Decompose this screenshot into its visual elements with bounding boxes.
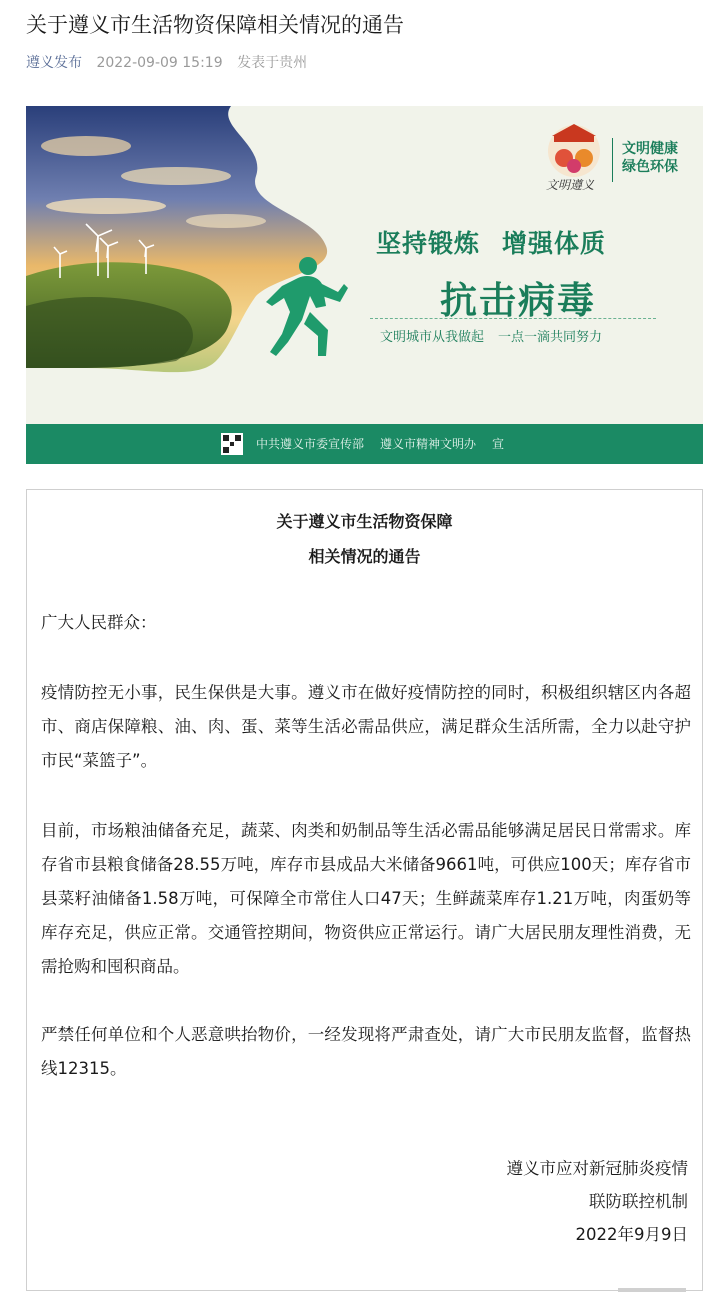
notice-paragraph-3: 严禁任何单位和个人恶意哄抬物价，一经发现将严肃查处，请广大市民朋友监督，监督热线12315。 bbox=[41, 1025, 691, 1078]
banner-slogan-main: 抗击病毒 bbox=[440, 279, 596, 322]
logo-text bbox=[622, 140, 678, 176]
author-link[interactable]: 遵义发布 bbox=[26, 55, 82, 71]
civilized-city-logo bbox=[548, 124, 600, 177]
slogan-part1: 坚持锻炼 bbox=[376, 229, 481, 258]
banner-image bbox=[26, 106, 703, 464]
signature-date: 2022年9月9日 bbox=[575, 1225, 688, 1244]
notice-heading-line2: 相关情况的通告 bbox=[308, 547, 421, 566]
qr-code-icon bbox=[221, 433, 243, 455]
notice-heading-line1: 关于遵义市生活物资保障 bbox=[276, 512, 453, 531]
banner-illustration bbox=[26, 106, 703, 464]
notice-salutation: 广大人民群众： bbox=[41, 613, 157, 632]
logo-text-line1: 文明健康 bbox=[622, 141, 678, 157]
slogan-sub2: 一点一滴共同努力 bbox=[498, 330, 603, 345]
footer-org2: 遵义市精神文明办 bbox=[380, 437, 477, 451]
publish-datetime: 2022-09-09 15:19 bbox=[96, 55, 223, 71]
notice-signature bbox=[507, 1152, 689, 1251]
logo-text-line2: 绿色环保 bbox=[622, 159, 678, 175]
logo-signature: 文明遵义 bbox=[546, 178, 595, 192]
article-meta bbox=[26, 53, 307, 73]
banner-slogan-sub bbox=[380, 326, 602, 345]
footer-suffix: 宣 bbox=[492, 437, 505, 451]
banner-divider bbox=[370, 318, 656, 319]
article-title: 关于遵义市生活物资保障相关情况的通告 bbox=[26, 13, 404, 37]
logo-separator bbox=[612, 138, 613, 182]
banner-slogan-primary bbox=[376, 224, 606, 260]
slogan-part2: 增强体质 bbox=[502, 229, 607, 258]
banner-footer-text bbox=[256, 434, 520, 454]
slogan-sub1: 文明城市从我做起 bbox=[380, 330, 485, 345]
signature-line2: 联防联控机制 bbox=[589, 1192, 688, 1211]
notice-paragraph-1: 疫情防控无小事，民生保供是大事。遵义市在做好疫情防控的同时，积极组织辖区内各超市、商店保障粮、油、肉、蛋、菜等生活必需品供应，满足群众生活所需，全力以赴守护市民“菜篮子”。 bbox=[41, 683, 691, 770]
scroll-indicator bbox=[618, 1288, 686, 1292]
notice-box bbox=[26, 489, 703, 1291]
footer-org1: 中共遵义市委宣传部 bbox=[256, 437, 365, 451]
signature-line1: 遵义市应对新冠肺炎疫情 bbox=[506, 1159, 688, 1178]
publish-location: 发表于贵州 bbox=[237, 55, 308, 71]
banner-footer-bar bbox=[26, 424, 703, 464]
notice-paragraph-2: 目前，市场粮油储备充足，蔬菜、肉类和奶制品等生活必需品能够满足居民日常需求。库存省市县粮食储备28.55万吨，库存市县成品大米储备9661吨，可供应100天；库存省市县菜籽油储备1.58万吨，可保障全市常住人口47天；生鲜蔬菜库存1.21万吨，肉蛋奶等库存充足，供应正常。交通管控期间，物资供应正常运行。请广大居民朋友理性消费，无需抢购和囤积商品。 bbox=[41, 821, 691, 976]
